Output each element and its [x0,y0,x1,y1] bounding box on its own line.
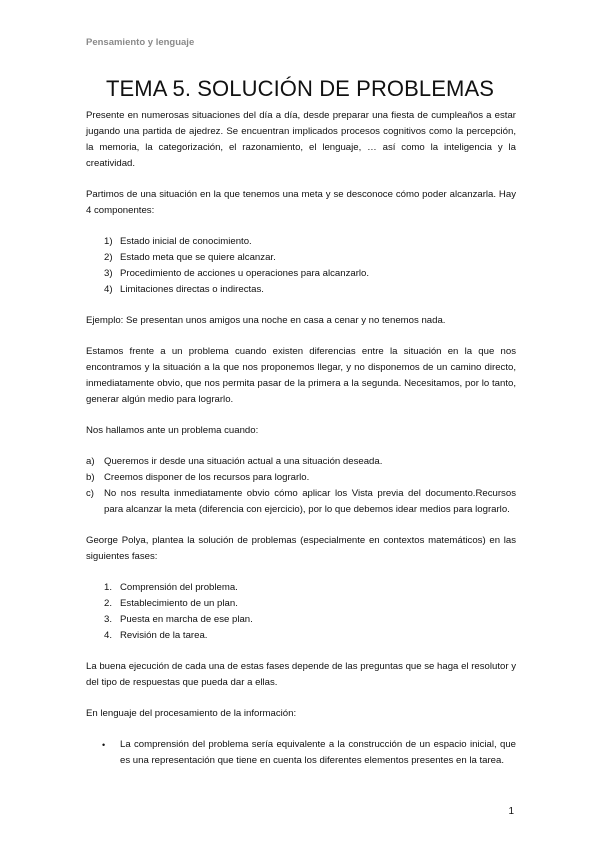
list-item [86,454,516,470]
list-item-text: Queremos ir desde una situación actual a una situación deseada. [104,456,383,467]
bullet-icon: • [102,740,106,750]
list-item [86,737,516,769]
list-number: 2) [104,252,113,263]
bullet-list [86,737,516,769]
conditions-list [86,454,516,518]
list-item-text: Limitaciones directas o indirectas. [120,284,264,295]
paragraph: Partimos de una situación en la que tenemos una meta y se desconoce cómo poder alcanzarla. Hay 4 componentes: [86,189,516,216]
list-number: 1) [104,236,113,247]
list-item-text: Estado inicial de conocimiento. [120,236,252,247]
paragraph: Estamos frente a un problema cuando existen diferencias entre la situación en la que nos encontramos y la situación a la que nos proponemos llegar, y no disponemos de un camino directo, inmediatamente obvio, que nos permita pasar de la primera a la segunda. Necesitamos, por lo tanto, generar algún medio para lograrlo. [86,346,516,405]
list-item [86,470,516,486]
phases-list [86,580,516,644]
list-item-text: Procedimiento de acciones u operaciones para alcanzarlo. [120,268,370,279]
list-item-text: Puesta en marcha de ese plan. [120,614,253,625]
list-number: 4) [104,284,113,295]
page-title: TEMA 5. SOLUCIÓN DE PROBLEMAS [106,76,494,101]
list-number: 3) [104,268,113,279]
paragraph: George Polya, plantea la solución de problemas (especialmente en contextos matemáticos) en las siguientes fases: [86,535,516,562]
list-item-text: No nos resulta inmediatamente obvio cómo aplicar los Vista previa del documento.Recursos para alcanzar la meta (diferencia con ejercicio), por lo que debemos idear medios para lograrlo. [104,488,516,515]
list-item [86,266,516,282]
running-header: Pensamiento y lenguaje [86,37,195,48]
paragraph: Ejemplo: Se presentan unos amigos una noche en casa a cenar y no tenemos nada. [86,315,446,326]
page-number: 1 [508,806,514,817]
list-item [86,628,516,644]
list-item [86,250,516,266]
paragraph: Nos hallamos ante un problema cuando: [86,425,259,436]
paragraph: Presente en numerosas situaciones del día a día, desde preparar una fiesta de cumpleaños a estar jugando una partida de ajedrez. Se encuentran implicados procesos cognitivos como la percepción, la memoria, la categorización, el razonamiento, el lenguaje, … así como la inteligencia y la creatividad. [86,110,516,169]
document-body [86,108,516,784]
list-letter: b) [86,472,95,483]
list-item-text: Estado meta que se quiere alcanzar. [120,252,276,263]
list-number: 4. [104,630,113,641]
list-item [86,282,516,298]
paragraph: En lenguaje del procesamiento de la información: [86,708,297,719]
paragraph: La buena ejecución de cada una de estas fases depende de las preguntas que se haga el resolutor y del tipo de respuestas que pueda dar a ellas. [86,661,516,688]
list-item [86,596,516,612]
list-item [86,580,516,596]
list-item-text: Establecimiento de un plan. [120,598,238,609]
list-item-text: Revisión de la tarea. [120,630,208,641]
list-number: 2. [104,598,113,609]
list-item [86,486,516,518]
list-item-text: Creemos disponer de los recursos para lograrlo. [104,472,310,483]
list-number: 3. [104,614,113,625]
list-letter: c) [86,488,94,499]
list-letter: a) [86,456,95,467]
components-list [86,234,516,298]
list-item [86,234,516,250]
list-item-text: Comprensión del problema. [120,582,238,593]
list-item [86,612,516,628]
list-number: 1. [104,582,113,593]
list-item-text: La comprensión del problema sería equivalente a la construcción de un espacio inicial, que es una representación que tiene en cuenta los diferentes elementos presentes en la tarea. [120,739,516,766]
